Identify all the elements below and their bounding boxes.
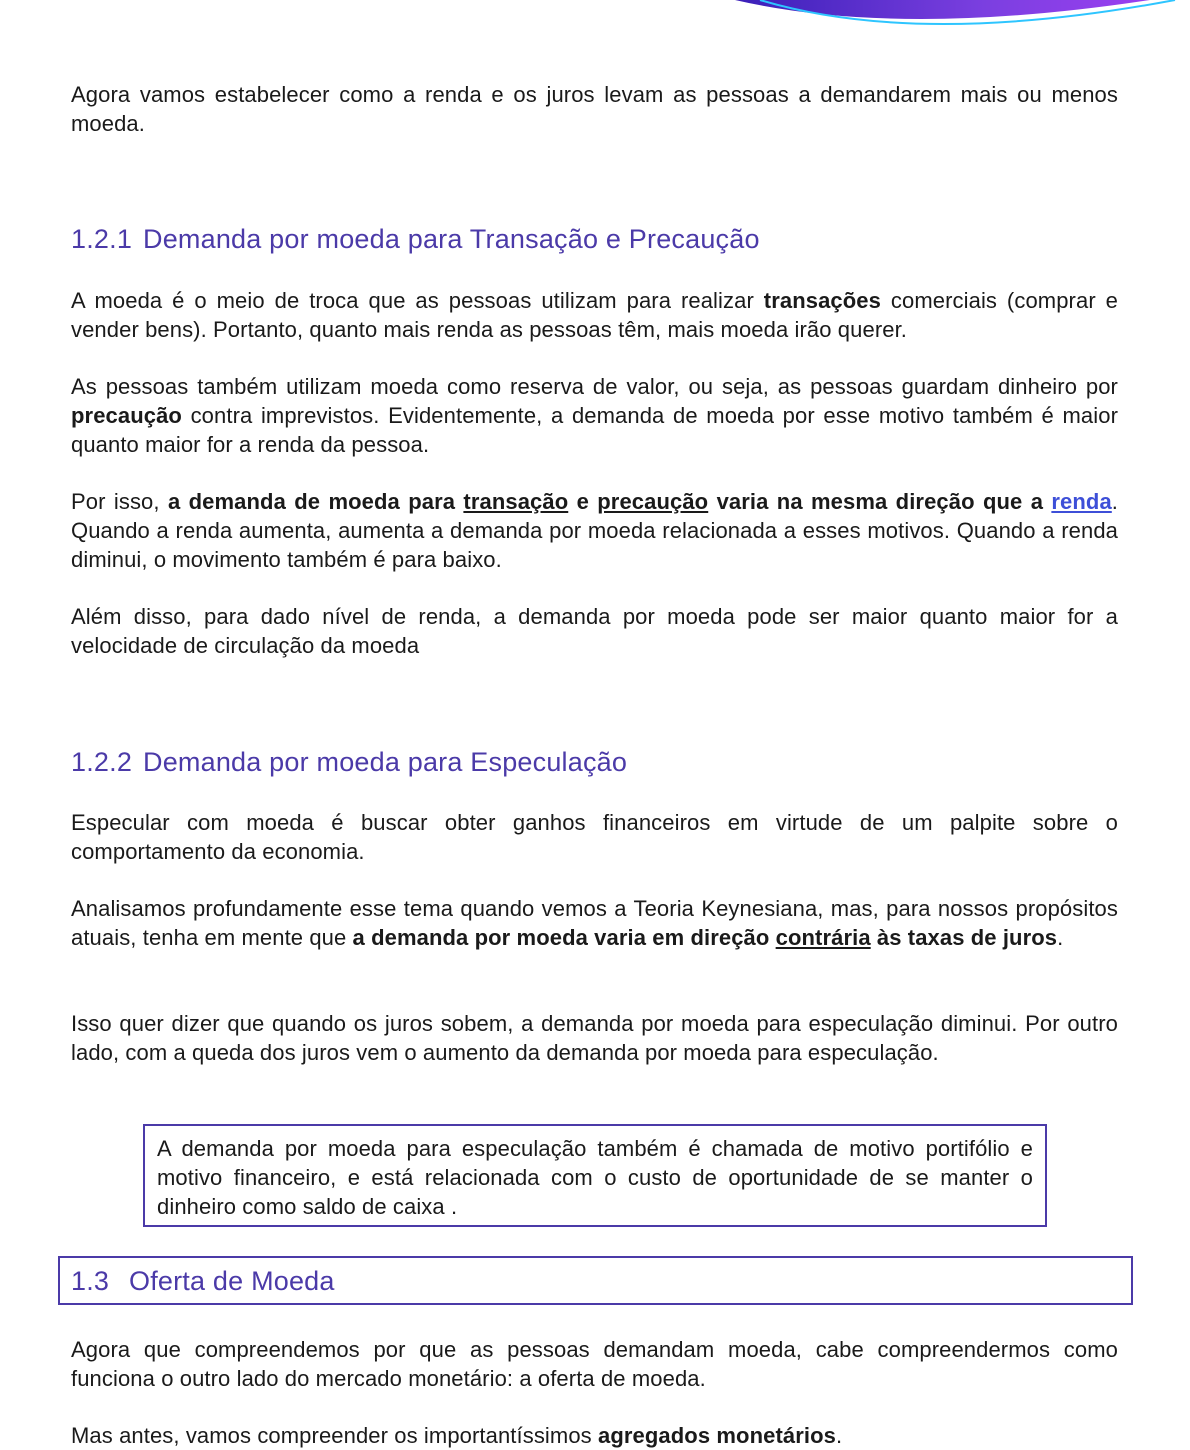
section-heading-1-3 xyxy=(71,1264,1131,1298)
paragraph-especular: Especular com moeda é buscar obter ganhos financeiros em virtude de um palpite sobre o comportamento da economia. xyxy=(71,810,1118,864)
paragraph-velocidade: Além disso, para dado nível de renda, a demanda por moeda pode ser maior quanto maior for a velocidade de circulação da moeda xyxy=(71,604,1118,658)
section-title: Demanda por moeda para Especulação xyxy=(143,747,628,777)
intro-paragraph: Agora vamos estabelecer como a renda e os juros levam as pessoas a demandarem mais ou menos moeda. xyxy=(71,82,1118,136)
section-title: Demanda por moeda para Transação e Precaução xyxy=(143,224,760,254)
bold-term: agregados monetários xyxy=(598,1423,836,1448)
section-heading-1-2-2 xyxy=(71,745,1118,779)
section-number: 1.2.1 xyxy=(71,224,133,254)
paragraph-renda-direcao: Por isso, a demanda de moeda para transação e precaução varia na mesma direção que a renda. Quando a renda aumenta, aumenta a demanda por moeda relacionada a esses motivos. Quando a renda diminui, o movimento também é para baixo. xyxy=(71,489,1119,572)
paragraph-juros-sobem: Isso quer dizer que quando os juros sobem, a demanda por moeda para especulação diminui. Por outro lado, com a queda dos juros vem o aumento da demanda por moeda para especulação. xyxy=(71,1011,1118,1065)
bold-term: transações xyxy=(763,288,881,313)
section-number: 1.2.2 xyxy=(71,747,133,777)
note-box xyxy=(143,1124,1047,1227)
paragraph-transacoes: A moeda é o meio de troca que as pessoas utilizam para realizar transações comerciais (comprar e vender bens). Portanto, quanto mais renda as pessoas têm, mais moeda irão querer. xyxy=(71,288,1118,342)
section-title: Oferta de Moeda xyxy=(129,1266,335,1296)
paragraph-oferta-intro: Agora que compreendemos por que as pessoas demandam moeda, cabe compreendermos como funciona o outro lado do mercado monetário: a oferta de moeda. xyxy=(71,1337,1118,1391)
paragraph-precaucao: As pessoas também utilizam moeda como reserva de valor, ou seja, as pessoas guardam dinheiro por precaução contra imprevistos. Evidentemente, a demanda de moeda por esse motivo também é maior quanto maior for a renda da pessoa. xyxy=(71,374,1118,457)
section-number: 1.3 xyxy=(71,1266,110,1296)
paragraph-agregados: Mas antes, vamos compreender os importantíssimos agregados monetários. xyxy=(71,1423,843,1448)
header-wave-decoration xyxy=(0,0,1190,40)
note-text: A demanda por moeda para especulação também é chamada de motivo portifólio e motivo financeiro, e está relacionada com o custo de oportunidade de se manter o dinheiro como saldo de caixa . xyxy=(157,1136,1033,1219)
bold-term: precaução xyxy=(71,403,182,428)
renda-link[interactable]: renda xyxy=(1051,489,1112,514)
paragraph-keynesiana: Analisamos profundamente esse tema quando vemos a Teoria Keynesiana, mas, para nossos propósitos atuais, tenha em mente que a demanda por moeda varia em direção contrária às taxas de juros. xyxy=(71,896,1118,950)
section-heading-1-3-box xyxy=(58,1256,1133,1305)
section-heading-1-2-1 xyxy=(71,222,1118,256)
